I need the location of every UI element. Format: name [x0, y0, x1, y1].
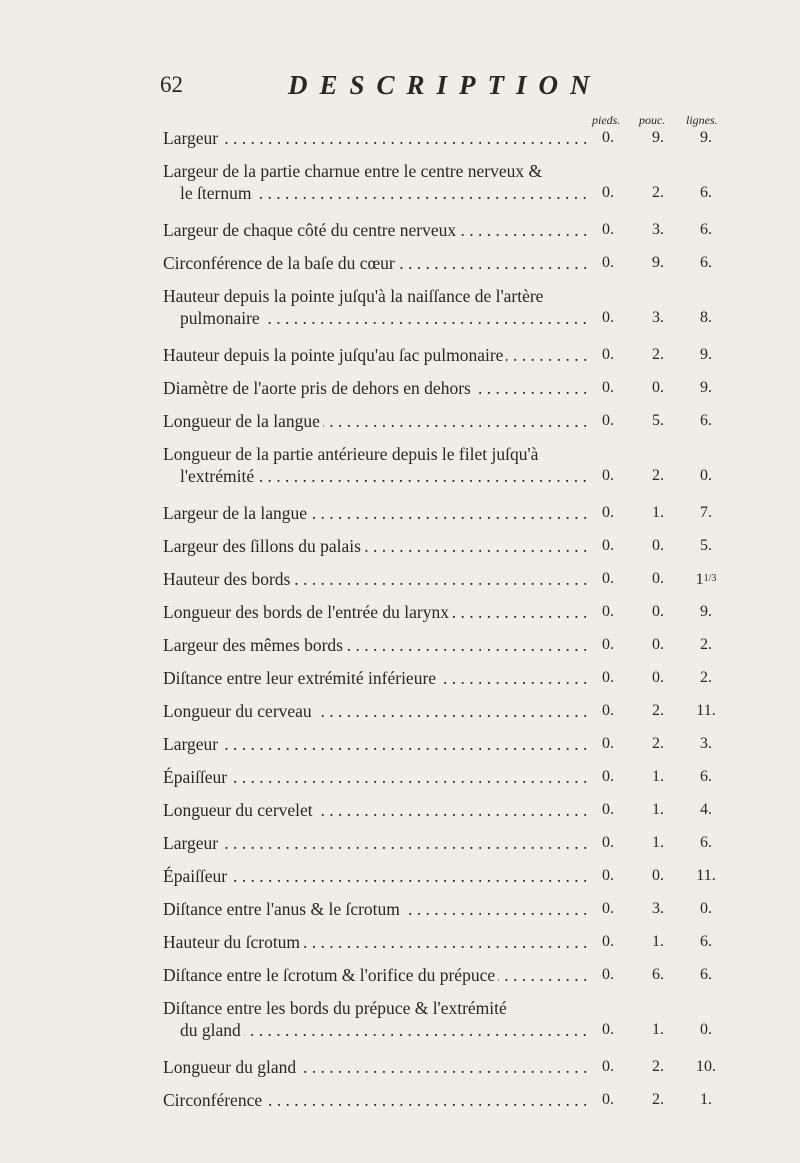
measurement-line: [163, 1056, 723, 1078]
value-lines-text: 5.: [700, 537, 712, 554]
value-lines-text: 3.: [700, 735, 712, 752]
value-feet-text: 0.: [602, 537, 614, 554]
value-lines: [693, 766, 719, 788]
value-feet: [595, 766, 621, 788]
measurement-label: [163, 898, 588, 920]
value-lines: [693, 1056, 719, 1078]
value-inches: [645, 898, 671, 920]
measurement-label: [163, 1089, 588, 1111]
measurement-label-text: Largeur des mêmes bords: [163, 635, 346, 655]
value-inches: [645, 252, 671, 274]
value-feet: [595, 634, 621, 656]
value-lines: [693, 634, 719, 656]
value-lines-text: 0.: [700, 900, 712, 917]
measurement-row: [163, 1089, 723, 1111]
value-inches-text: 1.: [652, 933, 664, 950]
measurement-line: [163, 1019, 723, 1041]
value-inches: [645, 799, 671, 821]
measurement-label-text: Largeur: [163, 833, 221, 853]
measurement-label-text: pulmonaire: [180, 308, 263, 328]
value-lines-text: 9.: [700, 346, 712, 363]
value-lines-text: 1.: [700, 1091, 712, 1108]
measurement-line: [163, 307, 723, 329]
value-lines-text: 6.: [700, 184, 712, 201]
measurement-label: [163, 832, 588, 854]
value-inches-text: 9.: [652, 129, 664, 146]
measurement-row: [163, 377, 723, 399]
value-inches: [645, 307, 671, 329]
value-lines: [693, 931, 719, 953]
value-lines: [693, 799, 719, 821]
measurement-label-text: Largeur de la langue: [163, 503, 310, 523]
value-feet-text: 0.: [602, 867, 614, 884]
measurement-label-text: Diſtance entre l'anus & le ſcrotum: [163, 899, 403, 919]
value-inches: [645, 182, 671, 204]
measurement-label: [163, 667, 588, 689]
value-feet-text: 0.: [602, 379, 614, 396]
measurement-label: [163, 344, 588, 366]
value-lines: [693, 502, 719, 524]
value-feet: [595, 465, 621, 487]
measurement-label: [163, 931, 588, 953]
value-lines-text: 10.: [696, 1058, 716, 1075]
value-inches: [645, 568, 671, 590]
value-lines-text: 2.: [700, 636, 712, 653]
measurement-label-text: Hauteur des bords: [163, 569, 293, 589]
value-feet-text: 0.: [602, 966, 614, 983]
value-inches-text: 1.: [652, 801, 664, 818]
unit-inches: pouc.: [639, 113, 666, 127]
value-feet: [595, 307, 621, 329]
measurement-label: [163, 219, 588, 241]
value-lines: [693, 667, 719, 689]
value-lines-text: 11.: [696, 867, 716, 884]
measurement-label-text: Hauteur depuis la pointe juſqu'au ſac pulmonaire: [163, 345, 506, 365]
measurement-row: [163, 733, 723, 755]
value-feet: [595, 127, 621, 149]
value-feet: [595, 865, 621, 887]
value-feet: [595, 700, 621, 722]
value-lines-text: 1: [695, 571, 704, 588]
measurement-label: [163, 865, 588, 887]
value-lines: [693, 535, 719, 557]
value-lines-text: 8.: [700, 309, 712, 326]
measurement-label-text: Diamètre de l'aorte pris de dehors en dehors: [163, 378, 474, 398]
measurement-label-text: Circonférence: [163, 1090, 265, 1110]
value-inches-text: 1.: [652, 768, 664, 785]
measurement-label: [163, 799, 588, 821]
measurement-label-line1: Hauteur depuis la pointe juſqu'à la naiſſance de l'artère: [163, 286, 544, 306]
value-feet-text: 0.: [602, 801, 614, 818]
measurement-line: [163, 377, 723, 399]
measurement-label-line1: Largeur de la partie charnue entre le centre nerveux &: [163, 161, 543, 181]
value-lines: [693, 832, 719, 854]
measurement-row: [163, 252, 723, 274]
value-feet: [595, 568, 621, 590]
page-number: 62: [160, 72, 183, 97]
value-feet-text: 0.: [602, 346, 614, 363]
value-inches-text: 0.: [652, 570, 664, 587]
measurement-row: [163, 634, 723, 656]
unit-lines: lignes.: [686, 113, 718, 127]
value-inches-text: 1.: [652, 834, 664, 851]
measurement-line: [163, 733, 723, 755]
measurement-row: [163, 964, 723, 986]
value-lines-text: 6.: [700, 221, 712, 238]
measurement-label-text: du gland: [180, 1020, 244, 1040]
measurement-label-text: Épaiſſeur: [163, 767, 230, 787]
value-inches: [645, 832, 671, 854]
measurement-label-text: Largeur: [163, 128, 221, 148]
measurement-line: [163, 182, 723, 204]
measurement-label: [163, 377, 588, 399]
value-feet: [595, 502, 621, 524]
value-lines: [693, 1019, 719, 1041]
measurement-row: [163, 410, 723, 432]
measurement-label: [180, 465, 588, 487]
value-inches-text: 6.: [652, 966, 664, 983]
value-feet-text: 0.: [602, 768, 614, 785]
measurement-label: [163, 700, 588, 722]
value-feet-text: 0.: [602, 184, 614, 201]
value-feet: [595, 898, 621, 920]
value-feet-text: 0.: [602, 636, 614, 653]
value-lines-text: 0.: [700, 467, 712, 484]
value-inches-text: 0.: [652, 669, 664, 686]
measurement-label-text: Circonférence de la baſe du cœur: [163, 253, 398, 273]
measurement-row: [163, 799, 723, 821]
value-lines: [693, 733, 719, 755]
measurement-row: [163, 160, 723, 204]
value-feet-text: 0.: [602, 467, 614, 484]
value-inches-text: 0.: [652, 603, 664, 620]
value-lines: [693, 377, 719, 399]
measurement-row: [163, 898, 723, 920]
measurement-line: [163, 832, 723, 854]
value-feet-text: 0.: [602, 1091, 614, 1108]
value-inches-text: 9.: [652, 254, 664, 271]
measurement-label: [163, 568, 588, 590]
value-lines-text: 6.: [700, 834, 712, 851]
value-inches: [645, 700, 671, 722]
value-inches: [645, 127, 671, 149]
measurement-label: [180, 182, 588, 204]
value-lines: [693, 865, 719, 887]
value-lines: [693, 252, 719, 274]
value-feet: [595, 219, 621, 241]
measurement-label-line1: Longueur de la partie antérieure depuis le filet juſqu'à: [163, 444, 539, 464]
measurement-label: [163, 964, 588, 986]
value-inches-text: 3.: [652, 221, 664, 238]
measurement-line: [163, 931, 723, 953]
measurement-row: [163, 667, 723, 689]
value-lines: [693, 182, 719, 204]
measurement-label-text: Largeur: [163, 734, 221, 754]
value-lines-text: 11.: [696, 702, 716, 719]
value-feet: [595, 1056, 621, 1078]
value-feet: [595, 832, 621, 854]
measurement-row: [163, 700, 723, 722]
value-inches-text: 1.: [652, 504, 664, 521]
measurement-label-text: Longueur de la langue: [163, 411, 323, 431]
measurement-label-text: le ſternum: [180, 183, 254, 203]
value-lines-text: 4.: [700, 801, 712, 818]
page-header: [160, 70, 630, 110]
measurement-line: [163, 766, 723, 788]
measurement-label: [163, 535, 588, 557]
measurement-label-text: Diſtance entre leur extrémité inférieure: [163, 668, 439, 688]
value-lines: [693, 964, 719, 986]
value-lines: [693, 898, 719, 920]
value-feet: [595, 1019, 621, 1041]
value-lines-text: 9.: [700, 379, 712, 396]
value-inches: [645, 964, 671, 986]
value-lines-text: 6.: [700, 768, 712, 785]
value-lines-text: 6.: [700, 412, 712, 429]
value-lines: [693, 127, 719, 149]
value-feet-text: 0.: [602, 1058, 614, 1075]
value-lines-fraction: 1/3: [703, 573, 717, 584]
value-inches-text: 2.: [652, 735, 664, 752]
value-feet-text: 0.: [602, 254, 614, 271]
value-inches-text: 0.: [652, 379, 664, 396]
measurement-row: [163, 832, 723, 854]
value-feet: [595, 601, 621, 623]
measurement-label: [163, 766, 588, 788]
value-inches: [645, 733, 671, 755]
value-feet-text: 0.: [602, 702, 614, 719]
measurement-row: [163, 502, 723, 524]
value-lines-text: 9.: [700, 129, 712, 146]
value-feet-text: 0.: [602, 669, 614, 686]
value-lines-text: 6.: [700, 966, 712, 983]
measurement-row: [163, 601, 723, 623]
value-feet-text: 0.: [602, 309, 614, 326]
measurement-row: [163, 285, 723, 329]
measurement-row: [163, 443, 723, 487]
measurement-label-line1: Diſtance entre les bords du prépuce & l'extrémité: [163, 998, 507, 1018]
measurement-line: [163, 344, 723, 366]
measurement-row: [163, 865, 723, 887]
value-inches: [645, 535, 671, 557]
measurement-label-text: Longueur des bords de l'entrée du larynx: [163, 602, 452, 622]
measurement-line: [163, 601, 723, 623]
value-inches-text: 3.: [652, 900, 664, 917]
value-feet-text: 0.: [602, 735, 614, 752]
value-inches: [645, 219, 671, 241]
value-inches-text: 2.: [652, 1058, 664, 1075]
measurement-row: [163, 127, 723, 149]
measurement-label: [163, 502, 588, 524]
measurement-row: [163, 997, 723, 1041]
value-feet-text: 0.: [602, 129, 614, 146]
value-feet: [595, 667, 621, 689]
measurement-row: [163, 344, 723, 366]
measurement-label: [163, 634, 588, 656]
measurement-line: [163, 634, 723, 656]
value-feet: [595, 344, 621, 366]
value-feet: [595, 964, 621, 986]
value-inches-text: 5.: [652, 412, 664, 429]
value-feet-text: 0.: [602, 412, 614, 429]
measurement-line: [163, 410, 723, 432]
value-lines-text: 6.: [700, 254, 712, 271]
measurement-label-text: Largeur de chaque côté du centre nerveux: [163, 220, 459, 240]
value-feet-text: 0.: [602, 504, 614, 521]
value-feet: [595, 931, 621, 953]
value-feet: [595, 799, 621, 821]
measurement-line: [163, 898, 723, 920]
measurement-line: [163, 568, 723, 590]
value-lines-text: 2.: [700, 669, 712, 686]
value-feet-text: 0.: [602, 933, 614, 950]
running-title: DESCRIPTION: [288, 70, 602, 100]
measurement-label-text: Longueur du cervelet: [163, 800, 316, 820]
value-inches-text: 2.: [652, 702, 664, 719]
measurement-line: [163, 219, 723, 241]
measurement-label: [180, 1019, 588, 1041]
measurement-label: [163, 252, 588, 274]
measurement-label-text: Hauteur du ſcrotum: [163, 932, 303, 952]
measurement-line: [163, 502, 723, 524]
measurement-row: [163, 766, 723, 788]
value-feet-text: 0.: [602, 221, 614, 238]
value-feet: [595, 1089, 621, 1111]
measurement-row: [163, 535, 723, 557]
value-inches: [645, 377, 671, 399]
value-feet: [595, 182, 621, 204]
measurement-row: [163, 568, 723, 590]
measurement-line: [163, 964, 723, 986]
value-inches-text: 3.: [652, 309, 664, 326]
measurement-label-text: Épaiſſeur: [163, 866, 230, 886]
value-feet: [595, 410, 621, 432]
measurement-line: [163, 535, 723, 557]
measurement-line: [163, 667, 723, 689]
measurement-label-text: Diſtance entre le ſcrotum & l'orifice du prépuce: [163, 965, 498, 985]
measurement-line: [163, 252, 723, 274]
value-lines: [693, 307, 719, 329]
value-inches: [645, 865, 671, 887]
measurement-line: [163, 465, 723, 487]
value-feet-text: 0.: [602, 834, 614, 851]
measurement-line: [163, 1089, 723, 1111]
value-lines: [693, 465, 719, 487]
measurement-label-text: l'extrémité: [180, 466, 257, 486]
measurement-label: [163, 127, 588, 149]
measurement-label-text: Largeur des ſillons du palais: [163, 536, 364, 556]
value-lines: [693, 410, 719, 432]
value-lines-text: 6.: [700, 933, 712, 950]
measurement-label-text: Longueur du cerveau: [163, 701, 315, 721]
value-inches-text: 2.: [652, 346, 664, 363]
value-lines: [693, 700, 719, 722]
measurement-label: [163, 733, 588, 755]
value-inches: [645, 502, 671, 524]
value-inches: [645, 766, 671, 788]
value-lines: [693, 568, 719, 591]
value-inches-text: 2.: [652, 184, 664, 201]
value-inches-text: 2.: [652, 467, 664, 484]
value-inches: [645, 667, 671, 689]
value-lines: [693, 219, 719, 241]
value-inches: [645, 465, 671, 487]
measurement-label-text: Longueur du gland: [163, 1057, 299, 1077]
value-inches: [645, 601, 671, 623]
value-feet-text: 0.: [602, 570, 614, 587]
value-lines-text: 9.: [700, 603, 712, 620]
measurement-label: [180, 307, 588, 329]
value-feet: [595, 535, 621, 557]
value-lines: [693, 344, 719, 366]
value-inches-text: 0.: [652, 537, 664, 554]
value-inches: [645, 931, 671, 953]
value-feet: [595, 377, 621, 399]
value-feet-text: 0.: [602, 603, 614, 620]
measurement-row: [163, 219, 723, 241]
measurement-row: [163, 1056, 723, 1078]
measurement-line: [163, 799, 723, 821]
value-lines-text: 7.: [700, 504, 712, 521]
value-inches: [645, 634, 671, 656]
unit-feet: pieds.: [592, 113, 621, 127]
value-inches: [645, 1089, 671, 1111]
value-inches-text: 0.: [652, 636, 664, 653]
measurement-label: [163, 1056, 588, 1078]
value-inches: [645, 1019, 671, 1041]
measurement-line: [163, 865, 723, 887]
measurement-label: [163, 410, 588, 432]
value-inches: [645, 410, 671, 432]
measurement-line: [163, 127, 723, 149]
measurement-line: [163, 700, 723, 722]
measurement-row: [163, 931, 723, 953]
value-feet-text: 0.: [602, 1021, 614, 1038]
value-lines-text: 0.: [700, 1021, 712, 1038]
value-feet: [595, 252, 621, 274]
value-lines: [693, 601, 719, 623]
value-feet: [595, 733, 621, 755]
value-inches-text: 2.: [652, 1091, 664, 1108]
value-feet-text: 0.: [602, 900, 614, 917]
value-inches-text: 1.: [652, 1021, 664, 1038]
value-inches-text: 0.: [652, 867, 664, 884]
measurement-label: [163, 601, 588, 623]
value-lines: [693, 1089, 719, 1111]
value-inches: [645, 344, 671, 366]
value-inches: [645, 1056, 671, 1078]
